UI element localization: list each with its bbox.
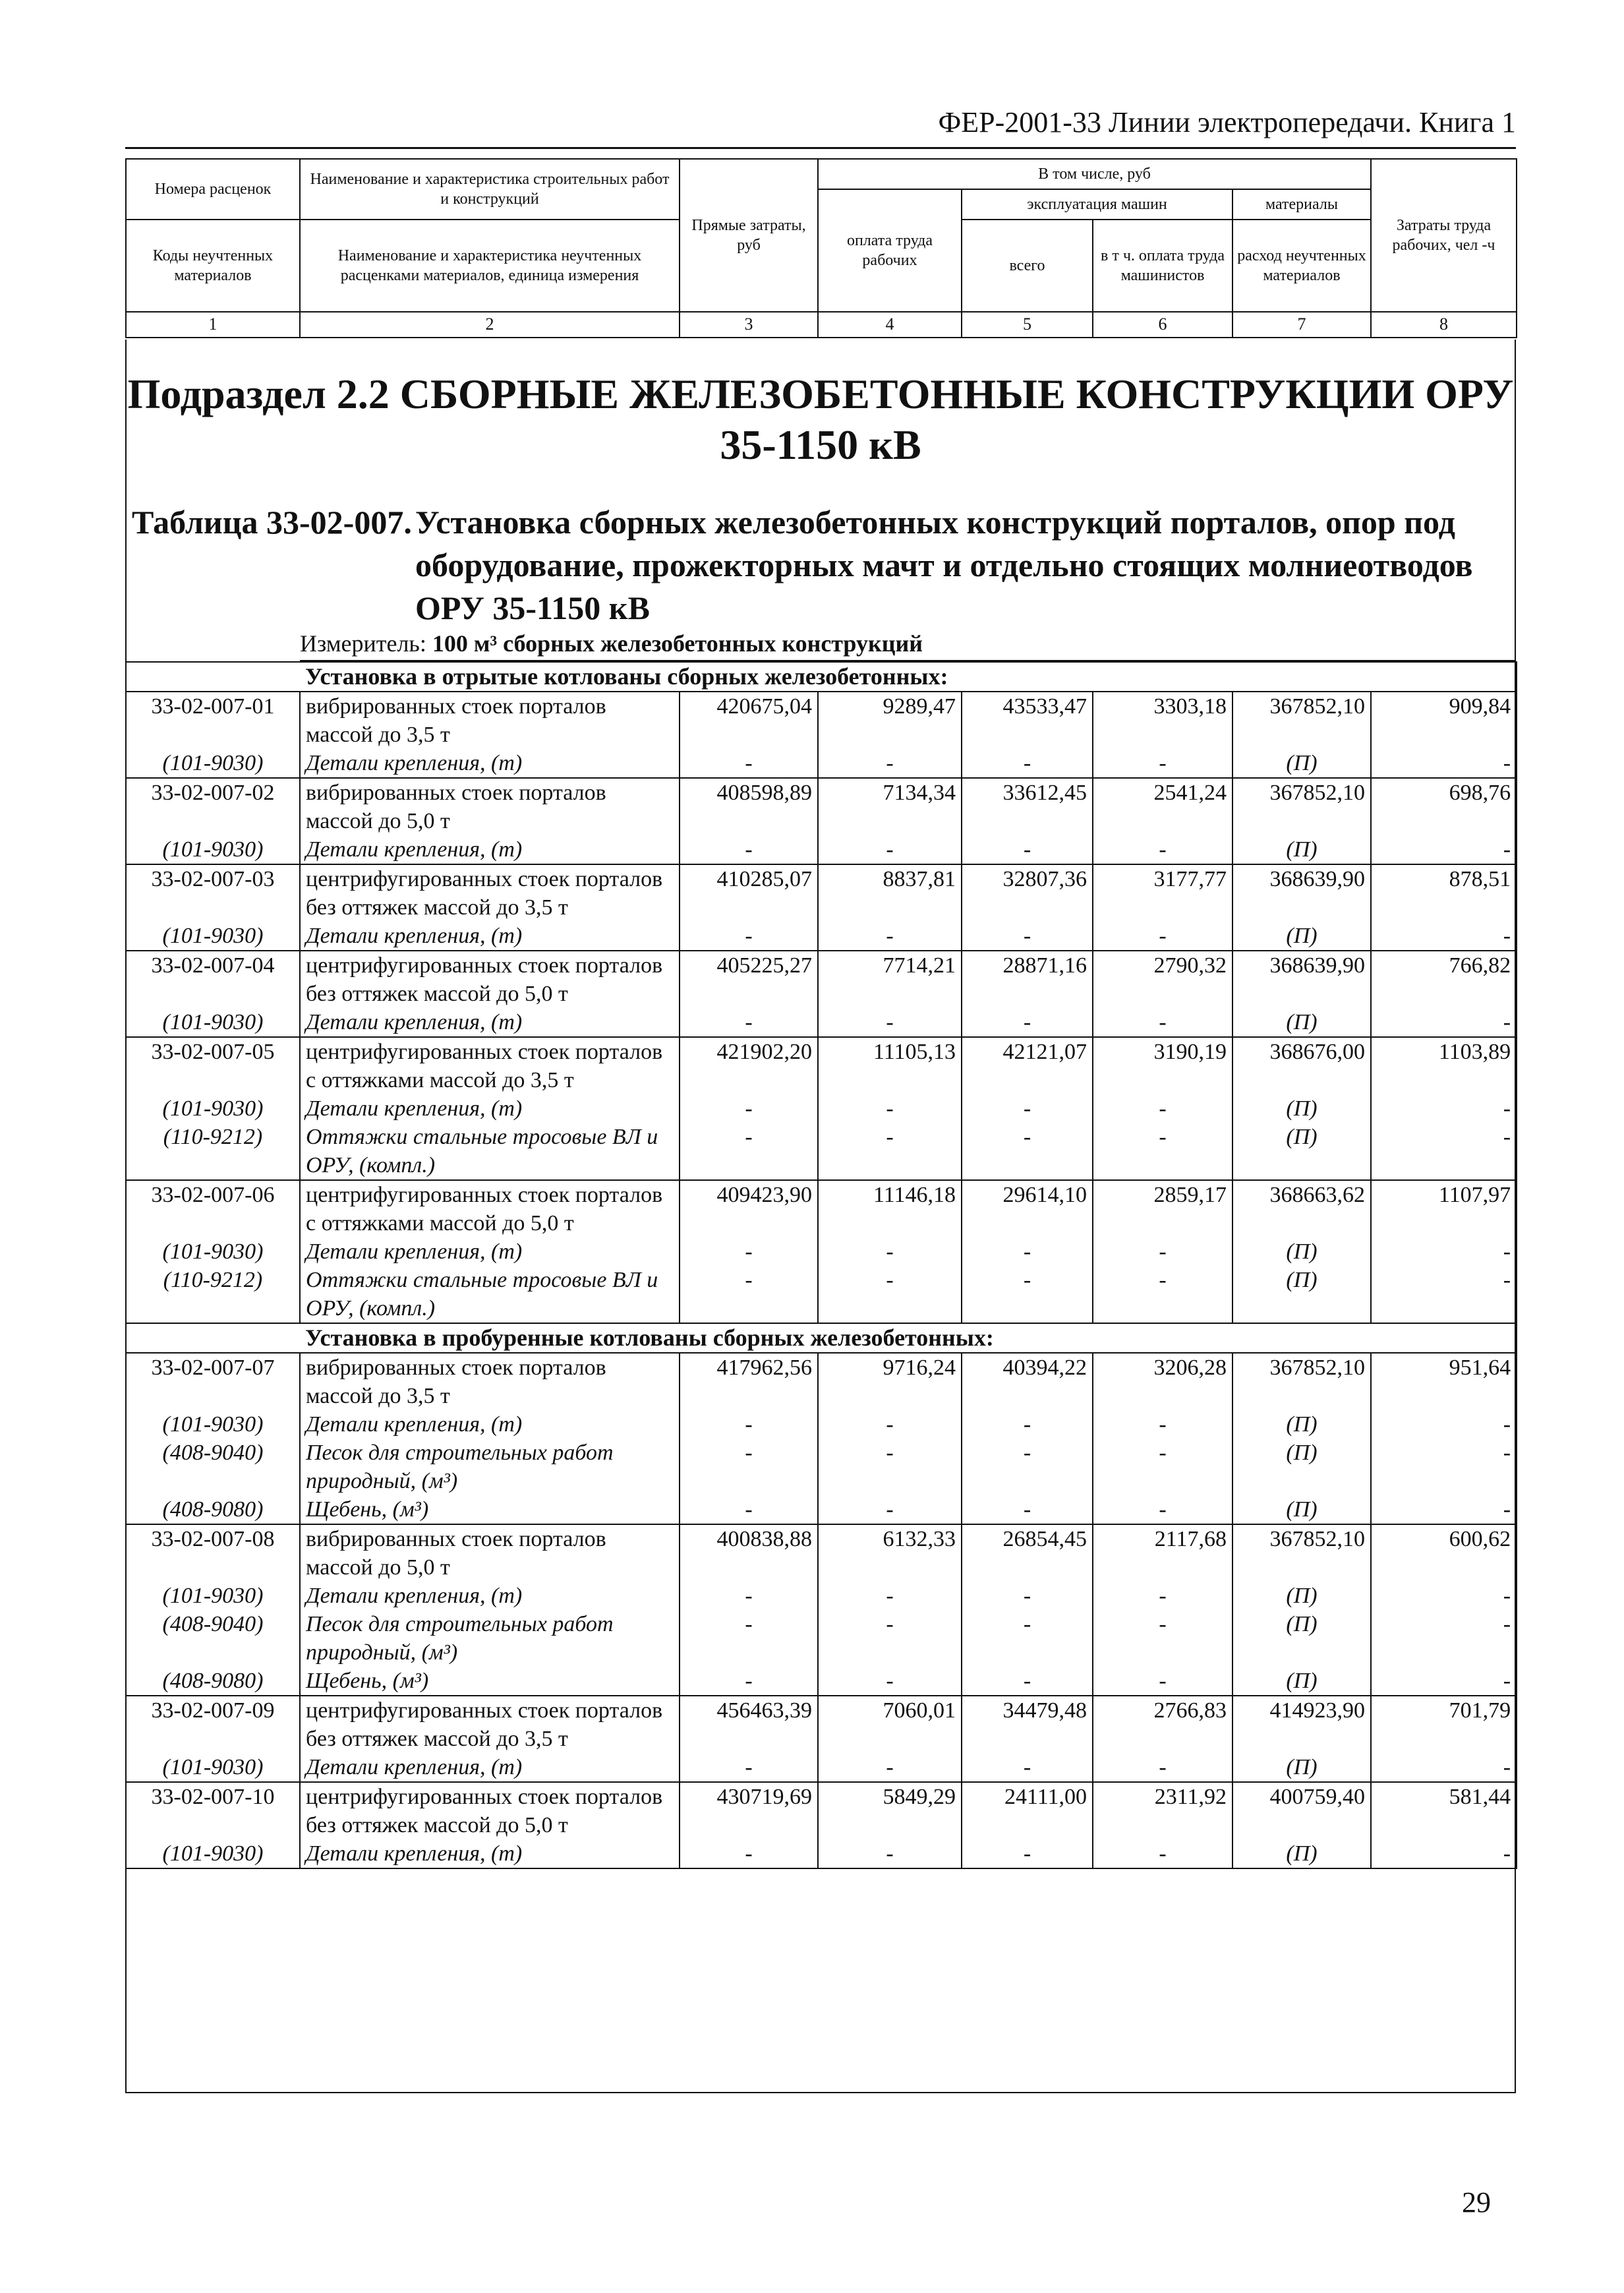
material-dash: - [680, 1439, 818, 1495]
material-dash: - [680, 922, 818, 951]
material-dash: - [1093, 1610, 1232, 1667]
col-number: 5 [962, 312, 1093, 338]
rate-v8: 581,44 [1371, 1782, 1517, 1839]
col3-header: Прямые затраты, руб [680, 159, 818, 312]
rate-row [126, 1180, 1517, 1237]
material-dash: - [818, 1410, 962, 1439]
material-mark: (П) [1232, 1266, 1371, 1323]
material-dash: - [1093, 1008, 1232, 1037]
rate-v4: 8837,81 [818, 864, 962, 922]
material-dash: - [1093, 1439, 1232, 1495]
material-dash: - [680, 1123, 818, 1180]
table-title: Установка сборных железобетонных конструкций порталов, опор под оборудование, прожекторных мачт и отдельно стоящих молниеотводов ОРУ 35-1150 кВ [415, 504, 1473, 626]
rate-v5: 24111,00 [962, 1782, 1093, 1839]
material-mark: (П) [1232, 749, 1371, 778]
rate-description: вибрированных стоек порталов массой до 5,0 т [300, 1524, 680, 1582]
material-dash: - [1093, 1582, 1232, 1610]
rate-row [126, 1353, 1517, 1410]
rate-description: центрифугированных стоек порталов без оттяжек массой до 3,5 т [300, 864, 680, 922]
material-dash: - [1093, 1237, 1232, 1266]
rate-v5: 43533,47 [962, 692, 1093, 749]
material-mark: (П) [1232, 1839, 1371, 1868]
material-dash: - [962, 1495, 1093, 1524]
material-dash: - [962, 1123, 1093, 1180]
material-description: Детали крепления, (т) [300, 1839, 680, 1868]
material-mark: (П) [1232, 1439, 1371, 1495]
page-header: ФЕР-2001-33 Линии электропередачи. Книга 1 [125, 105, 1516, 149]
material-dash: - [818, 1667, 962, 1696]
material-dash: - [1093, 835, 1232, 864]
rate-v8: 1103,89 [1371, 1037, 1517, 1094]
col-number: 2 [300, 312, 680, 338]
material-row [126, 1123, 1517, 1180]
rate-code: 33-02-007-01 [126, 692, 300, 749]
material-dash: - [1371, 1753, 1517, 1782]
rate-v6: 2311,92 [1093, 1782, 1232, 1839]
rate-description: центрифугированных стоек порталов с оттяжками массой до 3,5 т [300, 1037, 680, 1094]
material-row [126, 1094, 1517, 1123]
material-row [126, 1495, 1517, 1524]
material-code: (101-9030) [126, 922, 300, 951]
material-row [126, 835, 1517, 864]
material-code: (110-9212) [126, 1266, 300, 1323]
material-code: (408-9040) [126, 1439, 300, 1495]
material-dash: - [818, 1094, 962, 1123]
material-dash: - [680, 1495, 818, 1524]
material-row [126, 1237, 1517, 1266]
material-dash: - [962, 1610, 1093, 1667]
rate-row [126, 1524, 1517, 1582]
rate-v4: 6132,33 [818, 1524, 962, 1582]
material-description: Детали крепления, (т) [300, 1237, 680, 1266]
rate-description: вибрированных стоек порталов массой до 5,0 т [300, 778, 680, 835]
rate-v3: 410285,07 [680, 864, 818, 922]
material-code: (101-9030) [126, 835, 300, 864]
material-dash: - [818, 1495, 962, 1524]
rate-code: 33-02-007-09 [126, 1696, 300, 1753]
rate-v6: 2541,24 [1093, 778, 1232, 835]
machines-header: эксплуатация машин [962, 189, 1232, 220]
material-dash: - [1371, 1266, 1517, 1323]
rate-v3: 417962,56 [680, 1353, 818, 1410]
material-mark: (П) [1232, 1410, 1371, 1439]
subhead-text: Установка в пробуренные котлованы сборных железобетонных: [300, 1323, 1517, 1353]
material-row [126, 1753, 1517, 1782]
material-dash: - [962, 1582, 1093, 1610]
material-dash: - [680, 1237, 818, 1266]
rate-v7: 414923,90 [1232, 1696, 1371, 1753]
material-mark: (П) [1232, 835, 1371, 864]
material-dash: - [1093, 1410, 1232, 1439]
material-dash: - [1093, 1753, 1232, 1782]
material-code: (101-9030) [126, 1008, 300, 1037]
rate-v7: 367852,10 [1232, 1353, 1371, 1410]
material-dash: - [1371, 835, 1517, 864]
material-description: Песок для строительных работ природный, (м³) [300, 1439, 680, 1495]
rate-v6: 2117,68 [1093, 1524, 1232, 1582]
rate-description: центрифугированных стоек порталов без оттяжек массой до 5,0 т [300, 951, 680, 1008]
rate-v6: 3177,77 [1093, 864, 1232, 922]
material-dash: - [818, 1123, 962, 1180]
material-code: (408-9080) [126, 1667, 300, 1696]
rate-v8: 909,84 [1371, 692, 1517, 749]
rate-v7: 367852,10 [1232, 1524, 1371, 1582]
material-dash: - [680, 1610, 818, 1667]
rate-v7: 400759,40 [1232, 1782, 1371, 1839]
col7-header: расход неучтенных материалов [1232, 220, 1371, 312]
material-code: (101-9030) [126, 1753, 300, 1782]
material-description: Песок для строительных работ природный, (м³) [300, 1610, 680, 1667]
material-dash: - [962, 1094, 1093, 1123]
col1-bottom-header: Коды неучтенных материалов [126, 220, 300, 312]
material-code: (101-9030) [126, 1237, 300, 1266]
material-mark: (П) [1232, 1610, 1371, 1667]
rate-v6: 3303,18 [1093, 692, 1232, 749]
material-code: (101-9030) [126, 1094, 300, 1123]
rate-v4: 7134,34 [818, 778, 962, 835]
subhead-row [126, 662, 1517, 692]
material-mark: (П) [1232, 1008, 1371, 1037]
col6-header: в т ч. оплата труда машинистов [1093, 220, 1232, 312]
material-dash: - [1093, 1094, 1232, 1123]
rate-v8: 600,62 [1371, 1524, 1517, 1582]
material-dash: - [962, 1439, 1093, 1495]
material-dash: - [1371, 1839, 1517, 1868]
material-dash: - [818, 1439, 962, 1495]
material-code: (408-9040) [126, 1610, 300, 1667]
material-description: Детали крепления, (т) [300, 1753, 680, 1782]
material-description: Детали крепления, (т) [300, 749, 680, 778]
rate-code: 33-02-007-10 [126, 1782, 300, 1839]
rate-v3: 408598,89 [680, 778, 818, 835]
rate-v4: 9716,24 [818, 1353, 962, 1410]
material-code: (110-9212) [126, 1123, 300, 1180]
rate-v6: 2766,83 [1093, 1696, 1232, 1753]
col-number: 7 [1232, 312, 1371, 338]
rate-v7: 368639,90 [1232, 864, 1371, 922]
material-dash: - [818, 1610, 962, 1667]
col5-header: всего [962, 220, 1093, 312]
material-dash: - [962, 749, 1093, 778]
material-dash: - [962, 1008, 1093, 1037]
material-dash: - [962, 1237, 1093, 1266]
rate-v7: 367852,10 [1232, 692, 1371, 749]
material-dash: - [680, 1266, 818, 1323]
col-number: 1 [126, 312, 300, 338]
material-code: (101-9030) [126, 1582, 300, 1610]
material-dash: - [1371, 1439, 1517, 1495]
group-header: В том числе, руб [818, 159, 1371, 189]
material-dash: - [818, 922, 962, 951]
rate-v8: 1107,97 [1371, 1180, 1517, 1237]
rate-v5: 34479,48 [962, 1696, 1093, 1753]
material-dash: - [680, 1008, 818, 1037]
rate-v4: 7060,01 [818, 1696, 962, 1753]
table-caption [132, 501, 1516, 630]
subhead-row [126, 1323, 1517, 1353]
rate-row [126, 1696, 1517, 1753]
material-description: Детали крепления, (т) [300, 1582, 680, 1610]
rate-code: 33-02-007-04 [126, 951, 300, 1008]
rate-row [126, 1037, 1517, 1094]
rate-v7: 368639,90 [1232, 951, 1371, 1008]
material-dash: - [680, 835, 818, 864]
material-dash: - [1371, 1008, 1517, 1037]
col-number: 3 [680, 312, 818, 338]
material-dash: - [1093, 749, 1232, 778]
col-number: 4 [818, 312, 962, 338]
subhead-spacer [126, 1323, 300, 1353]
rate-v4: 11146,18 [818, 1180, 962, 1237]
rate-v4: 9289,47 [818, 692, 962, 749]
col2-top-header: Наименование и характеристика строительных работ и конструкций [300, 159, 680, 220]
rate-v5: 26854,45 [962, 1524, 1093, 1582]
material-dash: - [818, 1753, 962, 1782]
material-dash: - [962, 1410, 1093, 1439]
material-mark: (П) [1232, 1753, 1371, 1782]
material-dash: - [1093, 1839, 1232, 1868]
material-dash: - [818, 1266, 962, 1323]
rate-code: 33-02-007-03 [126, 864, 300, 922]
material-dash: - [818, 1839, 962, 1868]
material-description: Щебень, (м³) [300, 1667, 680, 1696]
material-dash: - [818, 1582, 962, 1610]
material-dash: - [1371, 1610, 1517, 1667]
material-mark: (П) [1232, 1582, 1371, 1610]
measure-line [300, 630, 1516, 661]
col-number: 8 [1371, 312, 1517, 338]
material-description: Оттяжки стальные тросовые ВЛ и ОРУ, (компл.) [300, 1266, 680, 1323]
rate-v6: 3206,28 [1093, 1353, 1232, 1410]
material-dash: - [818, 835, 962, 864]
material-mark: (П) [1232, 922, 1371, 951]
rate-code: 33-02-007-02 [126, 778, 300, 835]
rate-description: центрифугированных стоек порталов без оттяжек массой до 5,0 т [300, 1782, 680, 1839]
rate-v4: 7714,21 [818, 951, 962, 1008]
material-dash: - [680, 1094, 818, 1123]
material-dash: - [962, 1839, 1093, 1868]
material-dash: - [962, 922, 1093, 951]
rate-v6: 3190,19 [1093, 1037, 1232, 1094]
rate-code: 33-02-007-06 [126, 1180, 300, 1237]
rate-v5: 42121,07 [962, 1037, 1093, 1094]
material-mark: (П) [1232, 1667, 1371, 1696]
col4-header: оплата труда рабочих [818, 189, 962, 312]
material-description: Оттяжки стальные тросовые ВЛ и ОРУ, (компл.) [300, 1123, 680, 1180]
material-description: Детали крепления, (т) [300, 835, 680, 864]
rate-v3: 405225,27 [680, 951, 818, 1008]
material-dash: - [1371, 1495, 1517, 1524]
rate-v7: 367852,10 [1232, 778, 1371, 835]
material-description: Щебень, (м³) [300, 1495, 680, 1524]
material-code: (101-9030) [126, 1410, 300, 1439]
rate-v6: 2859,17 [1093, 1180, 1232, 1237]
material-dash: - [680, 1839, 818, 1868]
rate-v5: 32807,36 [962, 864, 1093, 922]
material-dash: - [1371, 749, 1517, 778]
rate-description: вибрированных стоек порталов массой до 3,5 т [300, 692, 680, 749]
material-row [126, 1839, 1517, 1868]
material-dash: - [1371, 1410, 1517, 1439]
material-dash: - [818, 1008, 962, 1037]
rate-v3: 430719,69 [680, 1782, 818, 1839]
rate-code: 33-02-007-08 [126, 1524, 300, 1582]
col2-bottom-header: Наименование и характеристика неучтенных расценками материалов, единица измерения [300, 220, 680, 312]
rate-v5: 33612,45 [962, 778, 1093, 835]
page-number: 29 [1462, 2186, 1491, 2219]
material-dash: - [680, 1667, 818, 1696]
rate-v5: 29614,10 [962, 1180, 1093, 1237]
materials-header: материалы [1232, 189, 1371, 220]
rate-description: центрифугированных стоек порталов с оттяжками массой до 5,0 т [300, 1180, 680, 1237]
material-mark: (П) [1232, 1094, 1371, 1123]
material-dash: - [1093, 1123, 1232, 1180]
rate-v4: 11105,13 [818, 1037, 962, 1094]
material-dash: - [1371, 1237, 1517, 1266]
rate-row [126, 692, 1517, 749]
measure-value: 100 м³ сборных железобетонных конструкций [432, 630, 923, 657]
material-dash: - [818, 749, 962, 778]
rate-v8: 951,64 [1371, 1353, 1517, 1410]
rate-v4: 5849,29 [818, 1782, 962, 1839]
material-dash: - [962, 835, 1093, 864]
material-dash: - [1093, 922, 1232, 951]
material-row [126, 1610, 1517, 1667]
rate-v3: 420675,04 [680, 692, 818, 749]
rate-v8: 701,79 [1371, 1696, 1517, 1753]
material-dash: - [680, 1410, 818, 1439]
material-dash: - [680, 749, 818, 778]
subhead-text: Установка в отрытые котлованы сборных железобетонных: [300, 662, 1517, 692]
material-dash: - [962, 1753, 1093, 1782]
material-row [126, 1410, 1517, 1439]
col8-header: Затраты труда рабочих, чел -ч [1371, 159, 1517, 312]
material-description: Детали крепления, (т) [300, 1008, 680, 1037]
material-mark: (П) [1232, 1237, 1371, 1266]
rate-v8: 878,51 [1371, 864, 1517, 922]
material-dash: - [1093, 1495, 1232, 1524]
rates-table [125, 661, 1517, 1869]
material-row [126, 1008, 1517, 1037]
rate-description: вибрированных стоек порталов массой до 3,5 т [300, 1353, 680, 1410]
rate-code: 33-02-007-05 [126, 1037, 300, 1094]
rate-row [126, 1782, 1517, 1839]
rate-v6: 2790,32 [1093, 951, 1232, 1008]
material-code: (101-9030) [126, 1839, 300, 1868]
material-dash: - [1371, 1094, 1517, 1123]
material-mark: (П) [1232, 1123, 1371, 1180]
column-header-table [125, 158, 1517, 338]
measure-label: Измеритель: [300, 630, 426, 657]
rate-v7: 368676,00 [1232, 1037, 1371, 1094]
material-dash: - [1371, 1582, 1517, 1610]
rate-v5: 40394,22 [962, 1353, 1093, 1410]
subhead-spacer [126, 662, 300, 692]
material-dash: - [1093, 1667, 1232, 1696]
rate-description: центрифугированных стоек порталов без оттяжек массой до 3,5 т [300, 1696, 680, 1753]
rate-v3: 400838,88 [680, 1524, 818, 1582]
section-title: Подраздел 2.2 СБОРНЫЕ ЖЕЛЕЗОБЕТОННЫЕ КОНСТРУКЦИИ ОРУ 35-1150 кВ [127, 371, 1514, 468]
rate-row [126, 864, 1517, 922]
rate-v8: 766,82 [1371, 951, 1517, 1008]
rate-v5: 28871,16 [962, 951, 1093, 1008]
material-row [126, 749, 1517, 778]
material-row [126, 1582, 1517, 1610]
material-row [126, 1266, 1517, 1323]
material-dash: - [962, 1667, 1093, 1696]
material-code: (408-9080) [126, 1495, 300, 1524]
rate-v3: 409423,90 [680, 1180, 818, 1237]
rate-row [126, 951, 1517, 1008]
material-dash: - [680, 1582, 818, 1610]
material-dash: - [1093, 1266, 1232, 1323]
material-mark: (П) [1232, 1495, 1371, 1524]
material-row [126, 1439, 1517, 1495]
material-description: Детали крепления, (т) [300, 1094, 680, 1123]
material-dash: - [1371, 1667, 1517, 1696]
material-row [126, 922, 1517, 951]
col1-top-header: Номера расценок [126, 159, 300, 220]
rate-code: 33-02-007-07 [126, 1353, 300, 1410]
rate-v3: 421902,20 [680, 1037, 818, 1094]
material-code: (101-9030) [126, 749, 300, 778]
material-dash: - [1371, 922, 1517, 951]
material-description: Детали крепления, (т) [300, 922, 680, 951]
rate-v3: 456463,39 [680, 1696, 818, 1753]
rate-v7: 368663,62 [1232, 1180, 1371, 1237]
material-row [126, 1667, 1517, 1696]
material-dash: - [962, 1266, 1093, 1323]
rate-v8: 698,76 [1371, 778, 1517, 835]
rate-row [126, 778, 1517, 835]
table-number: Таблица 33-02-007. [132, 504, 412, 541]
material-dash: - [1371, 1123, 1517, 1180]
col-number: 6 [1093, 312, 1232, 338]
material-description: Детали крепления, (т) [300, 1410, 680, 1439]
material-dash: - [680, 1753, 818, 1782]
material-dash: - [818, 1237, 962, 1266]
